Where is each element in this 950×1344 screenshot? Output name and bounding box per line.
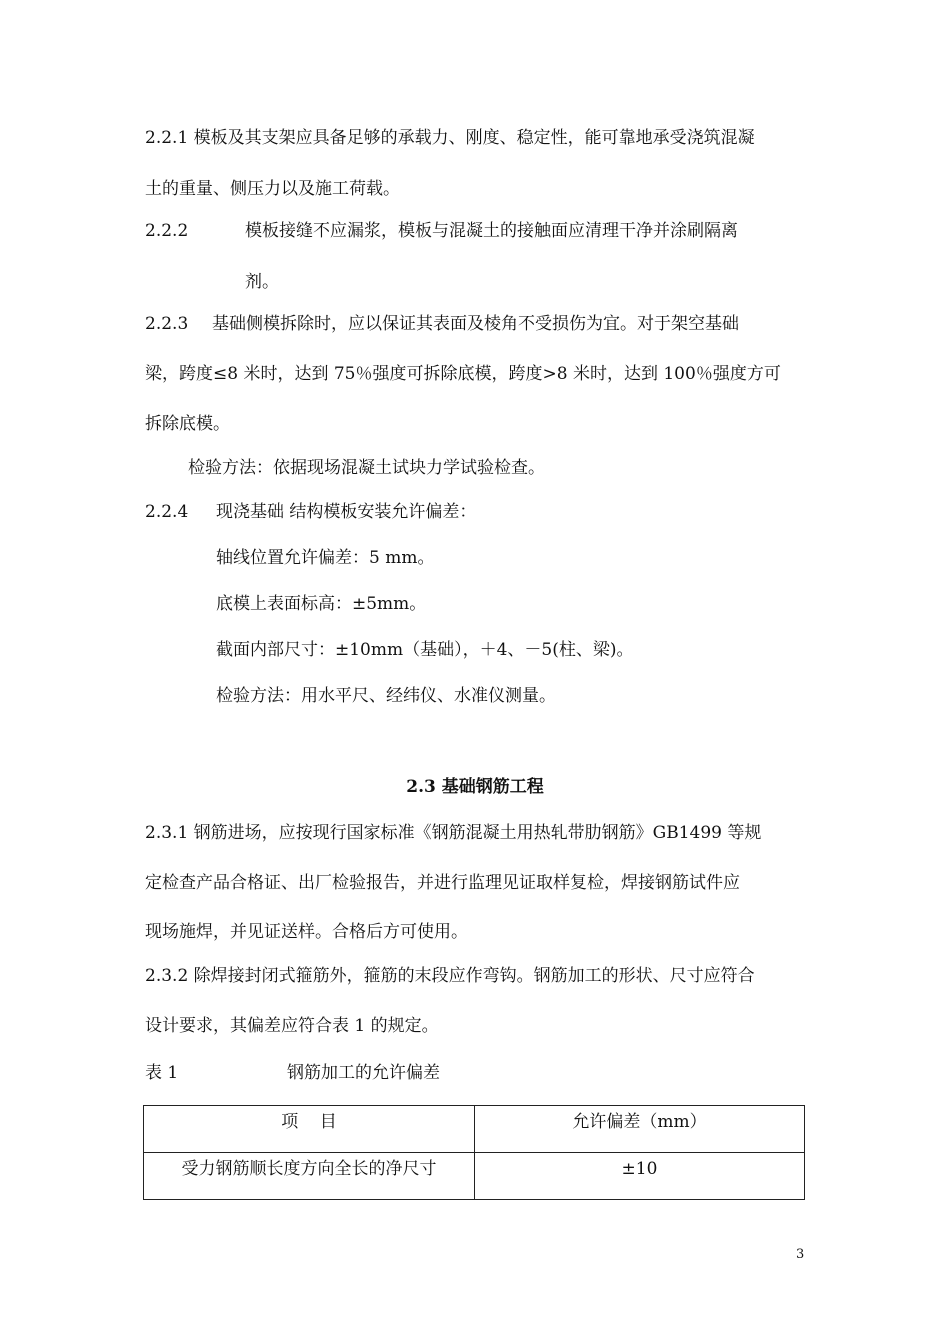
para-2-2-3-check-method: 检验方法：依据现场混凝土试块力学试验检查。 [188, 458, 545, 478]
para-2-2-3-line-1: 基础侧模拆除时，应以保证其表面及棱角不受损伤为宜。对于架空基础 [212, 314, 739, 334]
table-header-item: 项 目 [144, 1106, 475, 1153]
table-row [144, 1153, 805, 1200]
para-2-2-4-check-method: 检验方法：用水平尺、经纬仪、水准仪测量。 [216, 686, 556, 706]
para-2-2-1-line-2: 土的重量、侧压力以及施工荷载。 [145, 179, 400, 199]
table-header-row [144, 1106, 805, 1153]
page-number: 3 [796, 1247, 805, 1262]
para-2-3-1-line-1: 2.3.1 钢筋进场，应按现行国家标准《钢筋混凝土用热轧带肋钢筋》GB1499 等规 [145, 823, 762, 843]
para-2-3-1-line-2: 定检查产品合格证、出厂检验报告，并进行监理见证取样复检，焊接钢筋试件应 [145, 873, 740, 893]
para-2-2-4-title: 现浇基础 结构模板安装允许偏差： [216, 502, 477, 522]
para-2-2-2-number: 2.2.2 [145, 221, 189, 241]
table-caption: 钢筋加工的允许偏差 [287, 1063, 440, 1083]
para-2-2-4-number: 2.2.4 [145, 502, 189, 522]
para-2-2-4-item-axis: 轴线位置允许偏差：5 mm。 [216, 548, 435, 568]
tolerance-table [143, 1105, 805, 1200]
para-2-2-3-number: 2.2.3 [145, 314, 189, 334]
section-2-3-heading: 2.3 基础钢筋工程 [406, 777, 544, 797]
table-header-tolerance: 允许偏差（mm） [475, 1106, 805, 1153]
table-label: 表 1 [145, 1063, 179, 1083]
table-cell-tolerance: ±10 [475, 1153, 805, 1200]
para-2-2-2-line-1: 模板接缝不应漏浆，模板与混凝土的接触面应清理干净并涂刷隔离 [245, 221, 738, 241]
para-2-3-2-line-1: 2.3.2 除焊接封闭式箍筋外，箍筋的末段应作弯钩。钢筋加工的形状、尺寸应符合 [145, 966, 755, 986]
para-2-2-3-line-3: 拆除底模。 [145, 414, 230, 434]
para-2-2-4-item-section: 截面内部尺寸：±10mm（基础），＋4、－5(柱、梁)。 [216, 640, 634, 660]
para-2-3-2-line-2: 设计要求，其偏差应符合表 1 的规定。 [145, 1016, 439, 1036]
para-2-2-4-item-elevation: 底模上表面标高：±5mm。 [216, 594, 427, 614]
para-2-3-1-line-3: 现场施焊，并见证送样。合格后方可使用。 [145, 922, 468, 942]
para-2-2-2-line-2: 剂。 [245, 272, 279, 292]
para-2-2-3-line-2: 梁，跨度≤8 米时，达到 75％强度可拆除底模，跨度>8 米时，达到 100％强度方可 [145, 364, 781, 384]
table-cell-item: 受力钢筋顺长度方向全长的净尺寸 [144, 1153, 475, 1200]
para-2-2-1-line-1: 2.2.1 模板及其支架应具备足够的承载力、刚度、稳定性，能可靠地承受浇筑混凝 [145, 128, 755, 148]
